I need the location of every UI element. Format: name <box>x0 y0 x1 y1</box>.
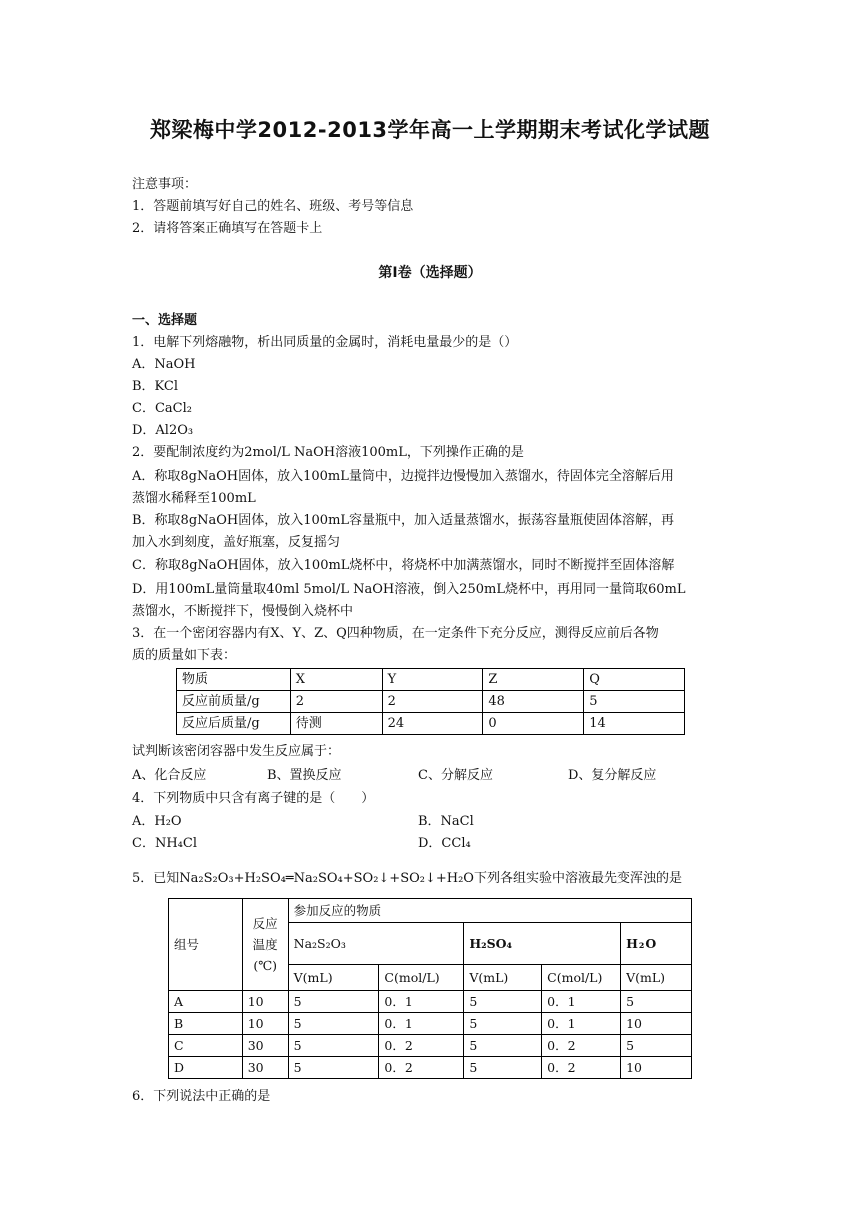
table-cell: 10 <box>621 1013 692 1035</box>
column-subheader: V(mL) <box>621 965 692 991</box>
column-subheader: V(mL) <box>464 965 542 991</box>
table-cell: 2 <box>290 691 382 713</box>
notice-item: 1．答题前填写好自己的姓名、班级、考号等信息 <box>132 199 414 214</box>
q2-line: 蒸馏水稀释至100mL <box>132 491 256 506</box>
table-cell: 反应前质量/g <box>177 691 291 713</box>
table-cell: 5 <box>464 1013 542 1035</box>
table-cell: 0．1 <box>542 1013 621 1035</box>
table-cell: 48 <box>483 691 584 713</box>
notice-heading: 注意事项： <box>132 177 198 192</box>
part-title: 第Ⅰ卷（选择题） <box>378 265 482 281</box>
q2-line: 蒸馏水，不断搅拌下，慢慢倒入烧杯中 <box>132 604 354 619</box>
notice-item: 2．请将答案正确填写在答题卡上 <box>132 221 323 236</box>
table-cell: 5 <box>288 1057 379 1079</box>
table-cell: Z <box>483 669 584 691</box>
q4-option: B．NaCl <box>418 814 474 829</box>
q1-option: D．Al2O₃ <box>132 423 194 438</box>
table-cell: 物质 <box>177 669 291 691</box>
q2-line: C．称取8gNaOH固体，放入100mL烧杯中，将烧杯中加满蒸馏水，同时不断搅拌至固体溶解 <box>132 558 675 573</box>
table-cell: Q <box>584 669 685 691</box>
q1-option: B．KCl <box>132 379 179 394</box>
exam-title: 郑梁梅中学2012-2013学年高一上学期期末考试化学试题 <box>149 118 711 142</box>
table-cell: 10 <box>621 1057 692 1079</box>
table-cell: 5 <box>464 991 542 1013</box>
table-row <box>169 1013 692 1035</box>
q3-option: B、置换反应 <box>267 768 342 783</box>
table-row <box>169 991 692 1013</box>
q5-stem: 5．已知Na₂S₂O₃+H₂SO₄═Na₂SO₄+SO₂↓+SO₂↓+H₂O下列各组实验中溶液最先变浑浊的是 <box>132 871 682 886</box>
table-cell: 待测 <box>290 713 382 735</box>
table-row <box>177 691 685 713</box>
section-title: 一、选择题 <box>132 313 198 328</box>
column-subheader: C(mol/L) <box>379 965 464 991</box>
temperature-header-line: 反应 <box>252 916 278 931</box>
q5-experiment-table <box>168 898 692 1079</box>
reactant-h2o: H₂O <box>621 923 692 965</box>
column-subheader: V(mL) <box>288 965 379 991</box>
table-cell: 0．2 <box>379 1035 464 1057</box>
table-cell: 5 <box>288 991 379 1013</box>
q1-stem: 1．电解下列熔融物，析出同质量的金属时，消耗电量最少的是（） <box>132 335 518 350</box>
table-cell: 5 <box>621 991 692 1013</box>
table-cell: 反应后质量/g <box>177 713 291 735</box>
table-cell: 0．2 <box>542 1057 621 1079</box>
q2-line: 加入水到刻度，盖好瓶塞，反复摇匀 <box>132 535 341 550</box>
q2-line: D．用100mL量筒量取40ml 5mol/L NaOH溶液，倒入250mL烧杯中，再用同一量筒取60mL <box>132 582 686 597</box>
table-cell: 0．2 <box>542 1035 621 1057</box>
table-cell: 5 <box>464 1035 542 1057</box>
temperature-header-line: 温度 <box>252 937 278 952</box>
reactants-header: 参加反应的物质 <box>288 899 691 923</box>
table-cell: 5 <box>464 1057 542 1079</box>
table-cell: Y <box>382 669 483 691</box>
table-row <box>169 899 692 923</box>
table-cell: 0．1 <box>379 1013 464 1035</box>
table-cell: 30 <box>242 1035 288 1057</box>
table-cell: 5 <box>288 1013 379 1035</box>
table-cell: 0．1 <box>542 991 621 1013</box>
table-cell: 0．2 <box>379 1057 464 1079</box>
q2-line: A．称取8gNaOH固体，放入100mL量筒中，边搅拌边慢慢加入蒸馏水，待固体完全溶解后用 <box>132 469 674 484</box>
temperature-header-line: (℃) <box>253 958 278 973</box>
q2-line: B．称取8gNaOH固体，放入100mL容量瓶中，加入适量蒸馏水，振荡容量瓶使固体溶解，再 <box>132 513 675 528</box>
table-row <box>177 713 685 735</box>
reactant-h2so4: H₂SO₄ <box>464 923 621 965</box>
table-cell: 0 <box>483 713 584 735</box>
q1-option: C．CaCl₂ <box>132 401 192 416</box>
table-cell: 2 <box>382 691 483 713</box>
table-cell: X <box>290 669 382 691</box>
table-cell: D <box>169 1057 243 1079</box>
q4-option: D．CCl₄ <box>418 836 471 851</box>
q3-stem: 质的质量如下表： <box>132 648 237 663</box>
q3-question: 试判断该密闭容器中发生反应属于： <box>132 744 341 759</box>
table-cell: 10 <box>242 1013 288 1035</box>
table-cell: B <box>169 1013 243 1035</box>
q3-option: D、复分解反应 <box>568 768 657 783</box>
table-row <box>169 1035 692 1057</box>
q4-option: C．NH₄Cl <box>132 836 197 851</box>
q3-option: C、分解反应 <box>418 768 493 783</box>
table-cell: C <box>169 1035 243 1057</box>
q3-mass-table <box>176 668 685 735</box>
table-cell: 30 <box>242 1057 288 1079</box>
table-cell: 5 <box>621 1035 692 1057</box>
table-cell: 5 <box>584 691 685 713</box>
q6-stem: 6．下列说法中正确的是 <box>132 1089 271 1104</box>
table-cell: 10 <box>242 991 288 1013</box>
table-cell: A <box>169 991 243 1013</box>
table-cell: 24 <box>382 713 483 735</box>
group-header: 组号 <box>169 899 243 991</box>
table-cell: 5 <box>288 1035 379 1057</box>
table-row <box>177 669 685 691</box>
temperature-header <box>242 899 288 991</box>
q1-option: A．NaOH <box>132 357 196 372</box>
q2-stem: 2．要配制浓度约为2mol/L NaOH溶液100mL，下列操作正确的是 <box>132 445 524 460</box>
table-row <box>169 1057 692 1079</box>
q3-option: A、化合反应 <box>132 768 207 783</box>
q4-stem: 4．下列物质中只含有离子键的是（ ） <box>132 791 375 806</box>
reactant-na2s2o3: Na₂S₂O₃ <box>288 923 464 965</box>
q4-option: A．H₂O <box>132 814 182 829</box>
table-cell: 14 <box>584 713 685 735</box>
q3-stem: 3．在一个密闭容器内有X、Y、Z、Q四种物质，在一定条件下充分反应，测得反应前后各物 <box>132 626 659 641</box>
column-subheader: C(mol/L) <box>542 965 621 991</box>
table-cell: 0．1 <box>379 991 464 1013</box>
